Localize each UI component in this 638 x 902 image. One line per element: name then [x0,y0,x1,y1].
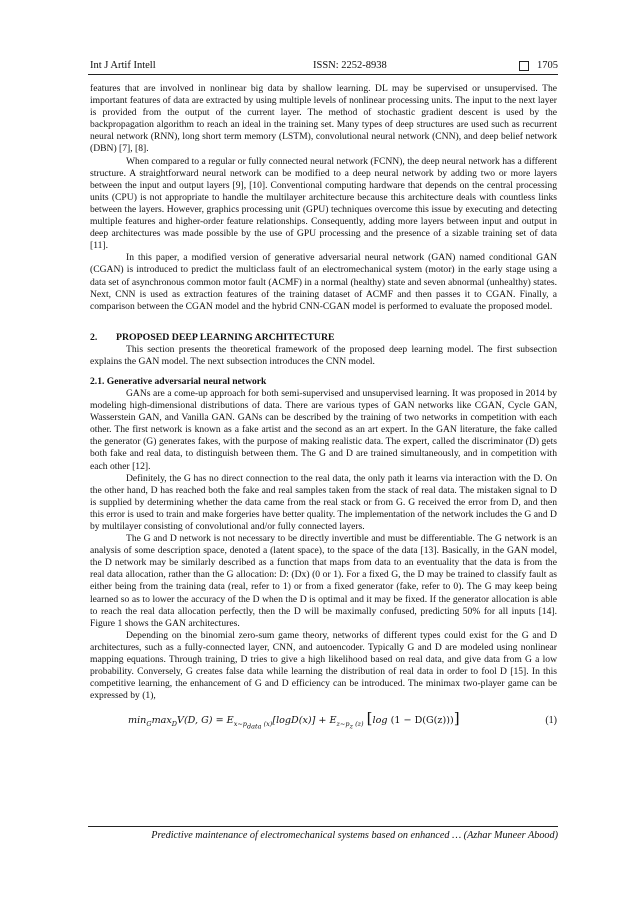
equation-number: (1) [545,715,557,727]
subsection-heading: 2.1. Generative adversarial neural network [90,375,267,387]
page-number: 1705 [537,60,558,71]
paragraph: The G and D network is not necessary to be directly invertible and must be differentiable. The G network is an analysis of some description space, denoted a (latent space), to the space of the data [13]. Basically, in the GAN model, the D network may be similarly described as a function that maps from data to an eventuality that the data is from the real data allocation, rather than the G allocation: D: (Dx) (0 or 1). For a fixed G, the D may be trained to classify fault as either being from the training data (real, refer to 1) or from a fixed generator (fake, refer to 0). The G may keep being learned so as to lower the accuracy of the D when the D is optimal and it may be fixed. If the generator allocation is able to reach the real data allocation perfectly, then the D will be maximally confused, predicting 50% for all inputs [14]. Figure 1 shows the GAN architectures. [90,533,557,629]
square-icon [519,61,529,71]
paragraph: GANs are a come-up approach for both semi-supervised and unsupervised learning. It was proposed in 2014 by modeling high-dimensional distributions of data. There are various types of GAN networks like CGAN, Cycle GAN, Wasserstein GAN, and Vanilla GAN. GANs can be described by the training of two networks in competition with each other. The first network is known as a fake artist and the second as an art expert. In the GAN literature, the fake called the generator (G) generates fakes, with the purpose of making realistic data. The expert, called the discriminator (D) gets both fake and real data, to distinguish between them. The G and D are trained simultaneously, and in competition with each other [12]. [90,387,557,472]
equation-expression: $\min_G\max_DV(D$, $G) = E_{x\sim p_{data} (x)}[\log D(x)] + E_{z\sim p_z (z)}$ [log (1 − D(G(z)))] [128,709,460,731]
paragraph: This section presents the theoretical framework of the proposed deep learning model. The first subsection explains the GAN model. The next subsection introduces the CNN model. [90,343,557,367]
equation-1 [90,706,557,738]
paragraph: features that are involved in nonlinear big data by shallow learning. DL may be supervised or unsupervised. The important features of data are extracted by using multiple levels of nonlinear processing units. The input to the next layer is provided from the output of the current layer. The method of stochastic gradient descent is used by the backpropagation algorithm to reach an ideal in the training set. Many types of deep structures are used such as recurrent neural network (RNN), long short term memory (LSTM), convolutional neural network (CNN), and deep belief network (DBN) [7], [8]. [90,83,557,155]
paragraph: Depending on the binomial zero-sum game theory, networks of different types could exist for the G and D architectures, such as a fully-connected layer, CNN, and autoencoder. Typically G and D are modeled using nonlinear mapping equations. Through training, D tries to give a high likelihood based on real data, and give data from G a low probability. Conversely, G creates false data while learning the distribution of real data in order to fool D [15]. In this competitive learning, the enhancement of G and D efficiency can be introduced. The minimax two-player game can be expressed by (1), [90,629,557,702]
journal-name: Int J Artif Intell [90,60,156,71]
paragraph: Definitely, the G has no direct connection to the real data, the only path it learns via interaction with the D. On the other hand, D has reached both the fake and real samples taken from the stack of real data. The mistaken signal to D is supplied by determining whether the data came from the real stack or from G. G received the error from D, and then this error is used to train and make forgeries have better quality. The implementation of the network includes the G and D by multilayer consisting of convolutional and/or fully connected layers. [90,472,557,532]
page-number-group [519,58,558,74]
paragraph: When compared to a regular or fully connected neural network (FCNN), the deep neural network has a different structure. A straightforward neural network can be modified to a deep neural network by adding two or more layers between the input and output layers [9], [10]. Conventional computing hardware that depends on the central processing units (CPU) is not appropriate to handle the multilayer architecture because this architecture deals with countless links between the layers. However, graphics processing unit (GPU) techniques overcome this issue by executing and detecting multiple features and higher-order feature relationships. Consequently, adding more layers between input and output in deep architectures was made possible by the use of GPU processing and the presence of a sizable training set of data [11]. [90,155,557,252]
spacer [90,313,557,331]
section-heading [90,331,557,344]
body-text [90,83,557,738]
running-header [88,58,558,75]
spacer [90,368,557,375]
running-footer: Predictive maintenance of electromechanical systems based on enhanced … (Azhar Muneer Abood) [88,826,558,841]
issn: ISSN: 2252-8938 [313,60,387,71]
section-title: PROPOSED DEEP LEARNING ARCHITECTURE [116,331,335,343]
section-number: 2. [90,331,98,343]
paragraph: In this paper, a modified version of generative adversarial neural network (GAN) named conditional GAN (CGAN) is introduced to predict the multiclass fault of an electromechanical system (motor) in the early stage using a data set of asynchronous common motor fault (ACMF) in a normal (healthy) state and seven abnormal (unhealthy) states. Next, CNN is used as extraction features of the training dataset of ACMF and then passes it to CGAN. Finally, a comparison between the CGAN model and the hybrid CNN-CGAN model is performed to evaluate the proposed model. [90,252,557,312]
